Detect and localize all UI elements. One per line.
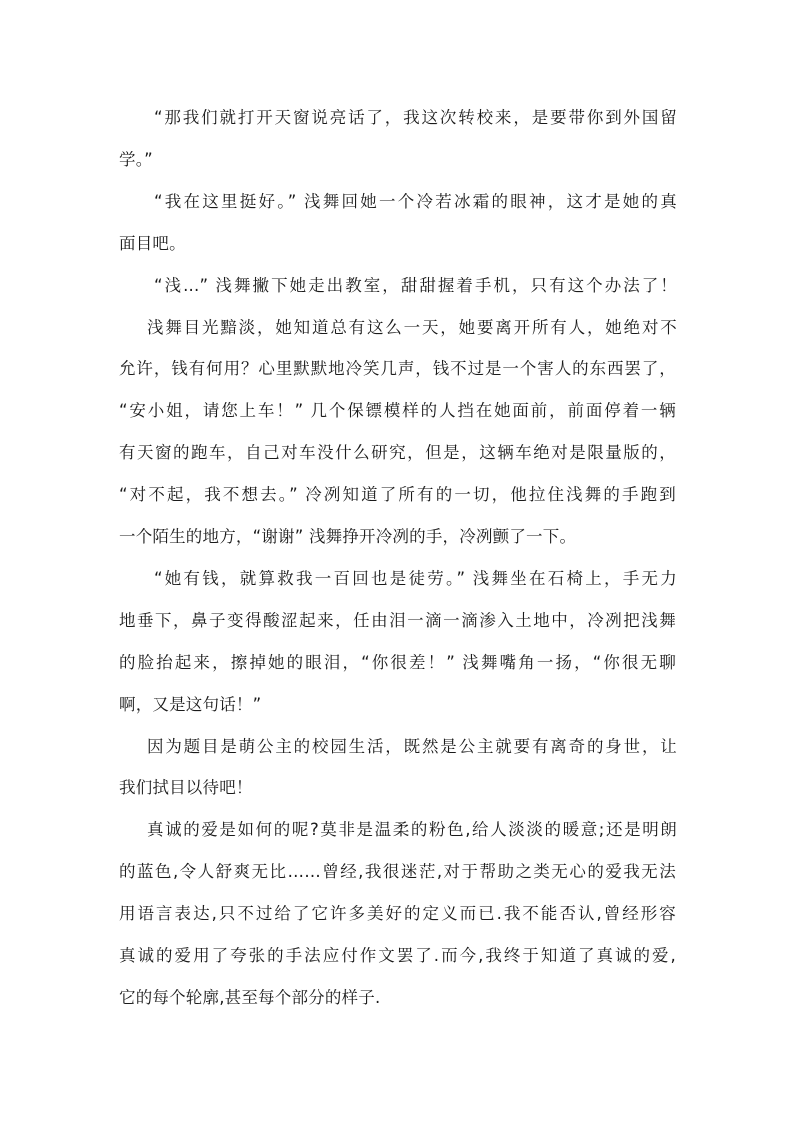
text-line: 有天窗的跑车，自己对车没什么研究，但是，这辆车绝对是限量版的， [119,443,676,462]
text-line: 的蓝色,令人舒爽无比……曾经,我很迷茫,对于帮助之类无心的爱我无法 [119,862,676,881]
text-line: 我们拭目以待吧！ [119,778,253,797]
text-line: 真诚的爱是如何的呢?莫非是温柔的粉色,给人淡淡的暖意;还是明朗 [147,820,677,839]
text-line: 面目吧。 [119,234,186,253]
text-line: 的脸抬起来，擦掉她的眼泪，“你很差！” 浅舞嘴角一扬，“你很无聊 [119,653,676,672]
text-line: “我在这里挺好。” 浅舞回她一个冷若冰霜的眼神，这才是她的真 [154,192,677,211]
text-line: 用语言表达,只不过给了它许多美好的定义而已.我不能否认,曾经形容 [119,904,676,923]
text-line: “那我们就打开天窗说亮话了，我这次转校来，是要带你到外国留 [154,108,677,127]
text-line: 允许，钱有何用？心里默默地冷笑几声，钱不过是一个害人的东西罢了， [119,359,676,378]
text-line: 地垂下，鼻子变得酸涩起来，任由泪一滴一滴渗入土地中，冷冽把浅舞 [119,611,676,630]
text-line: 真诚的爱用了夸张的手法应付作文罢了.而今,我终于知道了真诚的爱, [119,946,676,965]
text-line: “她有钱，就算救我一百回也是徒劳。” 浅舞坐在石椅上，手无力 [154,569,677,588]
text-line: “对不起，我不想去。” 冷冽知道了所有的一切，他拉住浅舞的手跑到 [119,485,676,504]
text-line: 浅舞目光黯淡，她知道总有这么一天，她要离开所有人，她绝对不 [147,318,677,337]
text-line: 啊，又是这句话！” [119,695,262,714]
text-line: 因为题目是萌公主的校园生活，既然是公主就要有离奇的身世，让 [147,737,677,756]
text-line: “浅...” 浅舞撇下她走出教室，甜甜握着手机，只有这个办法了！ [154,276,677,295]
text-line: 一个陌生的地方，“谢谢” 浅舞挣开冷冽的手，冷冽颤了一下。 [119,527,577,546]
text-line: “安小姐，请您上车！” 几个保镖模样的人挡在她面前，前面停着一辆 [119,401,676,420]
text-line: 它的每个轮廓,甚至每个部分的样子. [119,988,381,1007]
text-line: 学。” [119,150,153,169]
